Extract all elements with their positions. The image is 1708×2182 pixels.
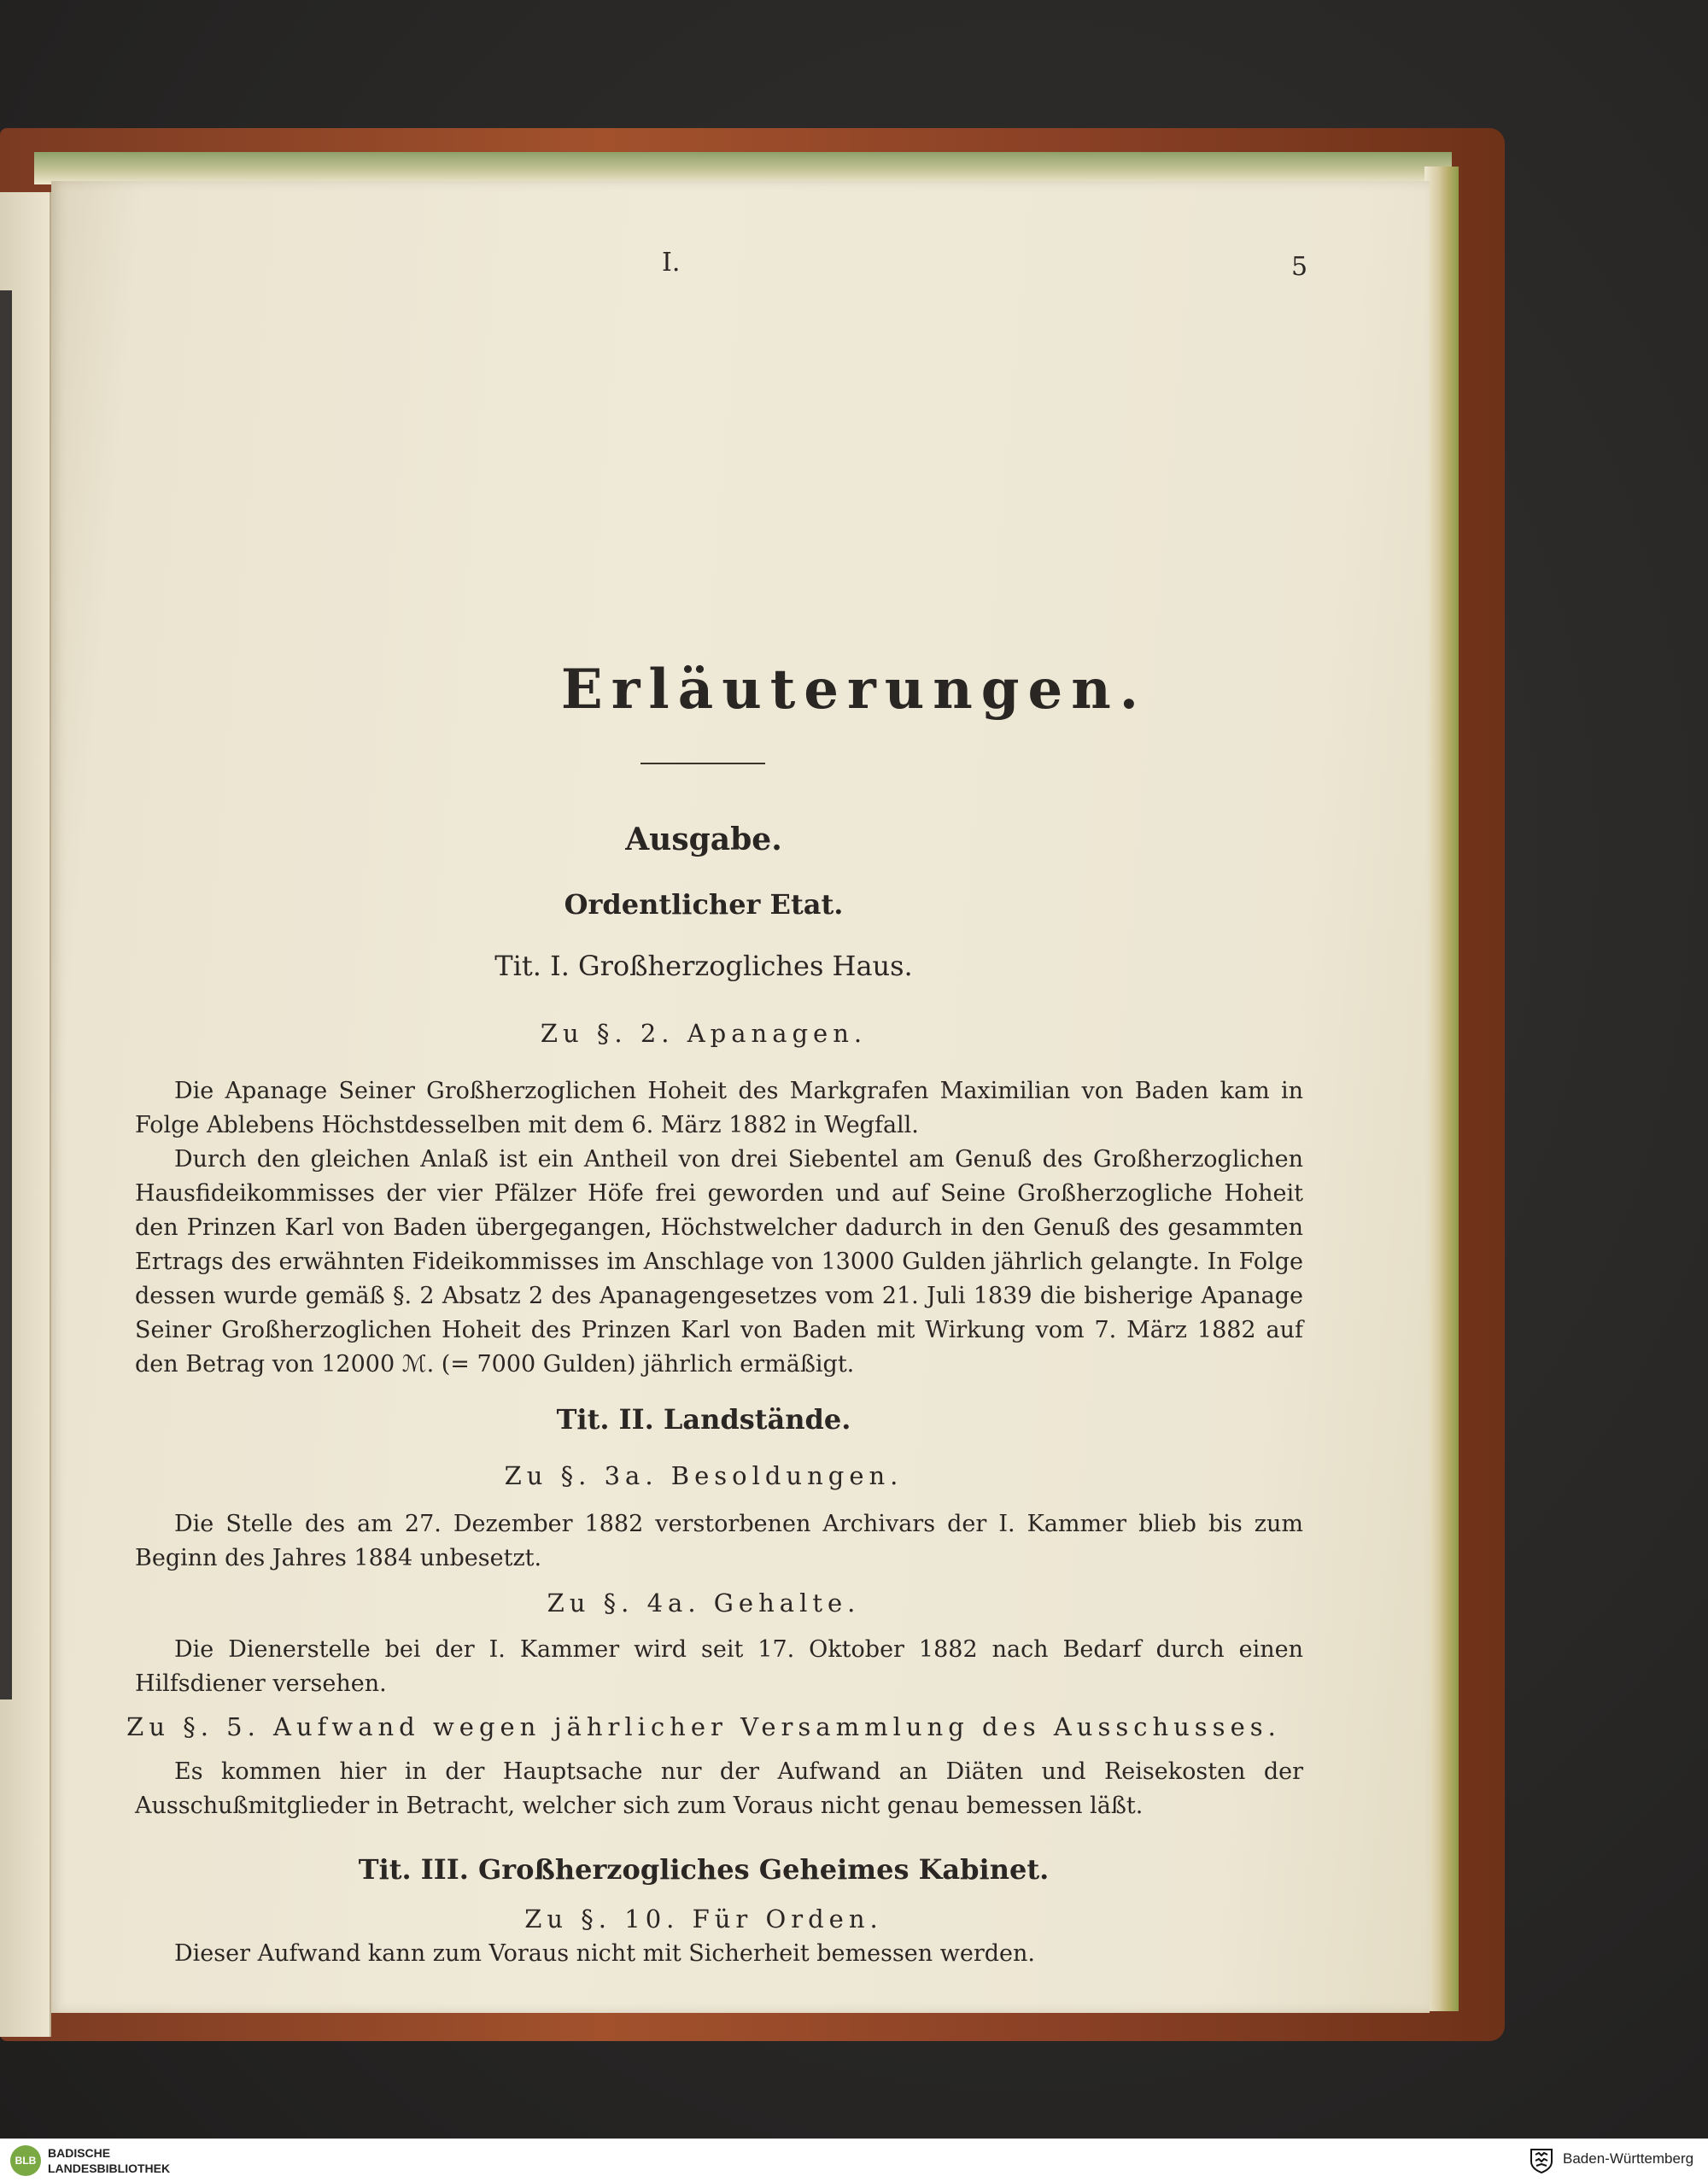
tit2-paragraph-1: Die Stelle des am 27. Dezember 1882 verstorbenen Archivars der I. Kammer blieb bis zum Beginn des Jahres 1884 unbesetzt. — [135, 1511, 1303, 1571]
tit2-heading: Tit. II. Landstände. — [556, 1403, 851, 1436]
blb-line-2: LANDESBIBLIOTHEK — [48, 2162, 171, 2175]
tit2-paragraph-3: Es kommen hier in der Hauptsache nur der Aufwand an Diäten und Reisekosten der Ausschußmitglieder in Betracht, welcher sich zum Voraus nicht genau bemessen läßt. — [135, 1758, 1303, 1819]
blb-logo-text[interactable] — [48, 2145, 170, 2176]
tit2-sub1: Zu §. 3a. Besoldungen. — [504, 1461, 904, 1490]
baden-wuerttemberg-label[interactable]: Baden-Württemberg — [1563, 2150, 1694, 2167]
tit2-sub3: Zu §. 5. Aufwand wegen jährlicher Versammlung des Ausschusses. — [126, 1712, 1281, 1741]
tit3-sub: Zu §. 10. Für Orden. — [524, 1904, 883, 1933]
tit3-heading: Tit. III. Großherzogliches Geheimes Kabinet. — [358, 1853, 1050, 1886]
title-rule — [640, 763, 765, 764]
tit3-paragraph: Dieser Aufwand kann zum Voraus nicht mit Sicherheit bemessen werden. — [174, 1940, 1035, 1967]
tit2-paragraph-2: Die Dienerstelle bei der I. Kammer wird seit 17. Oktober 1882 nach Bedarf durch einen Hilfsdiener versehen. — [135, 1636, 1303, 1697]
viewer-footer — [0, 2138, 1708, 2182]
section-roman: I. — [662, 248, 681, 278]
tit1-heading: Tit. I. Großherzogliches Haus. — [494, 950, 913, 982]
tit1-body — [135, 1074, 1303, 1382]
document-title: Erläuterungen. — [560, 658, 1148, 722]
tit1-paragraph-2: Durch den gleichen Anlaß ist ein Antheil von drei Siebentel am Genuß des Großherzoglichen Hausfideikommisses der vier Pfälzer Höfe frei geworden und auf Seine Großherzogliche Hoheit den Prinzen Karl von Baden übergegangen, Höchstwelcher dadurch in den Genuß des gesammten Ertrags des erwähnten Fideikommisses im Anschlage von 13000 Gulden jährlich gelangte. In Folge dessen wurde gemäß §. 2 Absatz 2 des Apanagengesetzes vom 21. Juli 1839 die bisherige Apanage Seiner Großherzoglichen Hoheit des Prinzen Karl von Baden mit Wirkung vom 7. März 1882 auf den Betrag von 12000 ℳ. (= 7000 Gulden) jährlich ermäßigt. — [135, 1146, 1303, 1378]
tit2-sub2: Zu §. 4a. Gehalte. — [547, 1588, 861, 1617]
tit2-para3-block — [135, 1755, 1303, 1823]
tit1-sub: Zu §. 2. Apanagen. — [540, 1019, 868, 1048]
tit3-para-block — [135, 1937, 1303, 1971]
page-edge-top — [34, 152, 1452, 184]
tit2-para1-block — [135, 1507, 1303, 1576]
blb-line-1: BADISCHE — [48, 2146, 111, 2160]
tit2-para2-block — [135, 1633, 1303, 1701]
baden-wuerttemberg-coat-of-arms-icon[interactable] — [1529, 2146, 1554, 2173]
blb-logo-icon[interactable]: BLB — [10, 2145, 41, 2176]
page-number: 5 — [1291, 252, 1308, 282]
etat-heading: Ordentlicher Etat. — [564, 888, 844, 921]
subtitle: Ausgabe. — [625, 822, 782, 857]
tit1-paragraph-1: Die Apanage Seiner Großherzoglichen Hoheit des Markgrafen Maximilian von Baden kam in Folge Ablebens Höchstdesselben mit dem 6. März 1882 in Wegfall. — [135, 1078, 1303, 1138]
